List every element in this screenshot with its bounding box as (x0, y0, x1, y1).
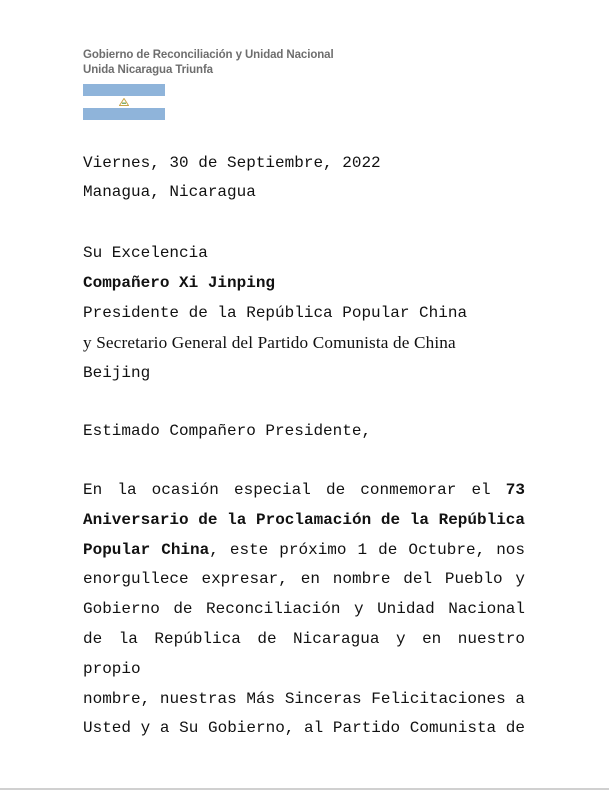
greeting: Estimado Compañero Presidente, (83, 422, 372, 440)
anniversary-number: 73 (505, 481, 525, 499)
salutation-title: Su Excelencia (83, 244, 208, 262)
letter-date: Viernes, 30 de Septiembre, 2022 (83, 154, 381, 172)
body-line-8: Usted y a Su Gobierno, al Partido Comunista de (83, 719, 525, 738)
body-line-1-text: En la ocasión especial de conmemorar el (83, 481, 506, 499)
body-line-3-text: , este próximo 1 de Octubre, nos (209, 540, 526, 559)
body-line-2: Aniversario de la Proclamación de la República (83, 510, 525, 529)
greeting-block (83, 416, 525, 446)
letter-place: Managua, Nicaragua (83, 183, 256, 201)
body-line-7: nombre, nuestras Más Sinceras Felicitaciones a (83, 689, 525, 708)
coat-of-arms-icon (119, 98, 129, 106)
letterhead-government-name: Gobierno de Reconciliación y Unidad Nacional (83, 49, 334, 61)
body-line-5: Gobierno de Reconciliación y Unidad Nacional (83, 600, 525, 619)
country-name: Popular China (83, 540, 210, 559)
body-line-4: enorgullece expresar, en nombre del Pueblo y (83, 570, 525, 589)
flag-middle-stripe (83, 96, 165, 108)
body-line-3 (83, 536, 525, 566)
recipient-block (83, 238, 525, 388)
recipient-city: Beijing (83, 364, 151, 382)
nicaragua-flag-icon (83, 84, 165, 120)
date-place-block (83, 149, 525, 207)
body-line-6: de la República de Nicaragua y en nuestro propio (83, 629, 525, 678)
recipient-name: Compañero Xi Jinping (83, 274, 276, 292)
flag-top-stripe (83, 84, 165, 96)
letterhead (83, 48, 334, 78)
letter-body-paragraph (83, 476, 525, 744)
flag-bottom-stripe (83, 108, 165, 120)
letterhead-slogan: Unida Nicaragua Triunfa (83, 64, 213, 76)
body-line-1 (83, 476, 525, 506)
recipient-role-secondary: y Secretario General del Partido Comunista de China (83, 333, 456, 352)
recipient-role: Presidente de la República Popular China (83, 304, 468, 322)
